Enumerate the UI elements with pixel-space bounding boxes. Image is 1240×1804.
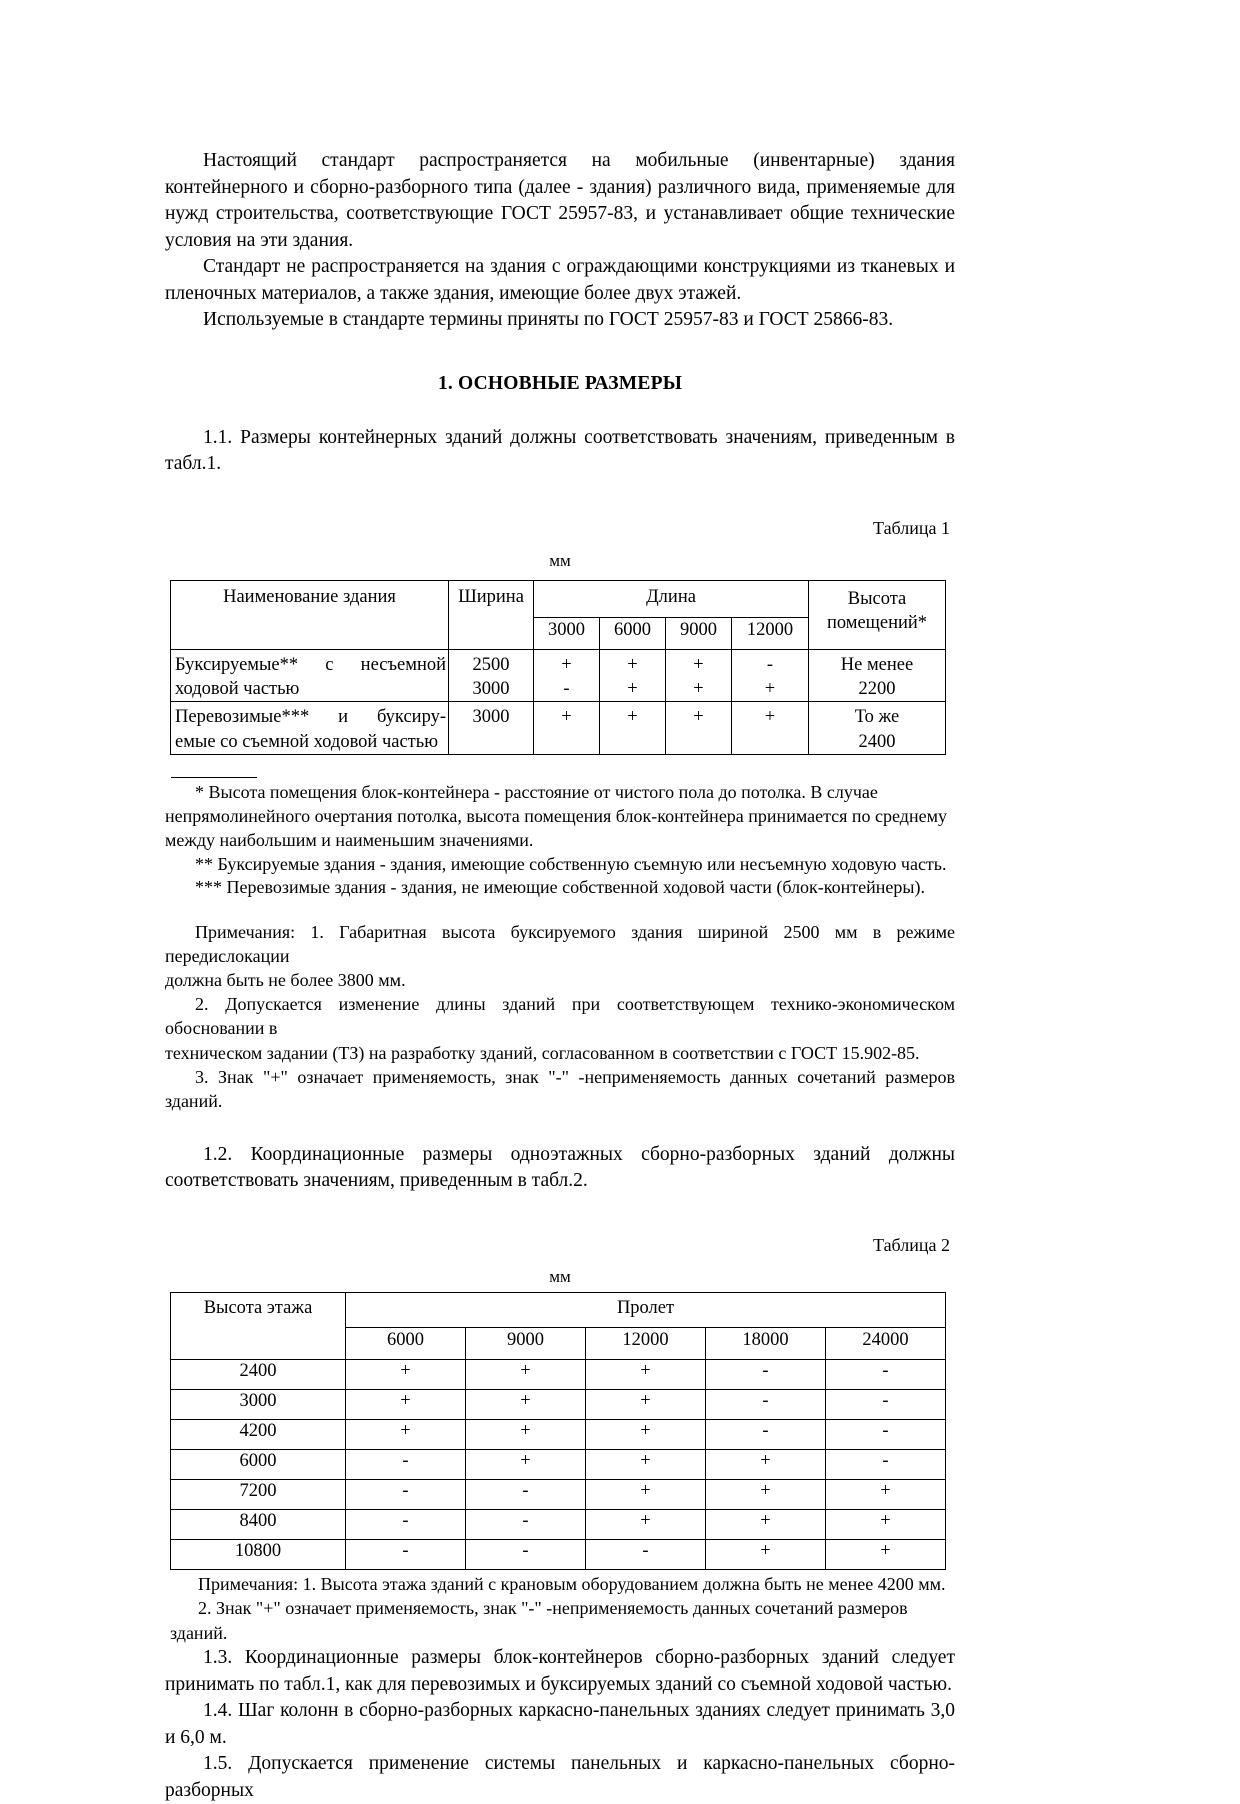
footnote-rule bbox=[171, 777, 257, 778]
intro-paragraph-3: Используемые в стандарте термины приняты по ГОСТ 25957-83 и ГОСТ 25866-83. bbox=[203, 309, 894, 331]
mark-empty bbox=[666, 730, 731, 754]
table1-row1-width-2: 3000 bbox=[472, 679, 510, 700]
mark: + bbox=[561, 707, 572, 728]
table1-row1-width-1: 2500 bbox=[472, 654, 510, 675]
table1-length-sub-6000: 6000 bbox=[600, 617, 666, 649]
table1-row1-name-line1: Буксируемые** с несъемной bbox=[175, 654, 446, 675]
table2-row3-mark-3: + bbox=[706, 1449, 826, 1479]
table1-row2-width-1: 3000 bbox=[472, 707, 510, 728]
table-row bbox=[171, 702, 946, 755]
mark: + bbox=[764, 707, 776, 728]
table1-row1-mark-12000 bbox=[732, 649, 809, 702]
section-title: 1. ОСНОВНЫЕ РАЗМЕРЫ bbox=[437, 372, 683, 394]
table1-row2-mark-12000 bbox=[732, 702, 809, 755]
height-line-1: Не менее bbox=[840, 654, 914, 675]
table1-row2-width-2 bbox=[449, 730, 533, 754]
table2-row5-mark-2: + bbox=[586, 1509, 706, 1539]
table1-caption: Таблица 1 bbox=[873, 517, 950, 538]
table2-row0-mark-2: + bbox=[586, 1359, 706, 1389]
table1-header-width: Ширина bbox=[449, 580, 534, 649]
table1-row2-name-line1: Перевозимые*** и буксиру- bbox=[175, 707, 446, 728]
table1-footnote-2: ** Буксируемые здания - здания, имеющие собственную съемную или несъемную ходовую часть. bbox=[195, 853, 947, 874]
table2-row6-mark-3: + bbox=[706, 1539, 826, 1569]
table2-row3-mark-0: - bbox=[346, 1449, 466, 1479]
table2-span-sub-6000: 6000 bbox=[346, 1327, 466, 1359]
table1-row1-height bbox=[809, 649, 946, 702]
table2-row1-mark-0: + bbox=[346, 1389, 466, 1419]
table-row bbox=[171, 1419, 946, 1449]
clause-1-3: 1.3. Координационные размеры блок-контейнеров сборно-разборных зданий следует принимать по табл.1, как для перевозимых и буксируемых зданий со съемной ходовой частью. bbox=[165, 1647, 955, 1695]
table1-unit-label: мм bbox=[549, 550, 571, 570]
table1-footnote-1-line3: между наибольшим и наименьшим значениями. bbox=[165, 829, 534, 850]
table2-span-sub-12000: 12000 bbox=[586, 1327, 706, 1359]
table1-row2-height bbox=[809, 702, 946, 755]
table2-row3-mark-4: - bbox=[826, 1449, 946, 1479]
table1-length-sub-12000: 12000 bbox=[732, 617, 809, 649]
table2-row4-mark-3: + bbox=[706, 1479, 826, 1509]
table1-note-1-line1: Примечания: 1. Габаритная высота буксируемого здания шириной 2500 мм в режиме передислокации bbox=[165, 922, 955, 967]
table1-note-3: 3. Знак "+" означает применяемость, знак "-" -неприменяемость данных сочетаний размеров зданий. bbox=[165, 1066, 955, 1111]
table1-header-row-1 bbox=[171, 580, 946, 617]
clause-1-5: 1.5. Допускается применение системы панельных и каркасно-панельных сборно-разборных bbox=[165, 1753, 955, 1801]
table2-row0-mark-3: - bbox=[706, 1359, 826, 1389]
table2-row0-mark-0: + bbox=[346, 1359, 466, 1389]
table2-header-row-1 bbox=[171, 1292, 946, 1327]
table-2 bbox=[170, 1292, 946, 1570]
table2-row0-mark-4: - bbox=[826, 1359, 946, 1389]
table2-row2-mark-0: + bbox=[346, 1419, 466, 1449]
table2-row5-floor-height: 8400 bbox=[171, 1509, 346, 1539]
height-line-2: 2200 bbox=[858, 679, 896, 700]
height-line-1: То же bbox=[854, 707, 900, 728]
table2-span-sub-24000: 24000 bbox=[826, 1327, 946, 1359]
table2-row0-mark-1: + bbox=[466, 1359, 586, 1389]
table2-caption: Таблица 2 bbox=[873, 1234, 950, 1255]
table2-row1-mark-3: - bbox=[706, 1389, 826, 1419]
table-row bbox=[171, 1509, 946, 1539]
table-row bbox=[171, 649, 946, 702]
table2-header-span: Пролет bbox=[346, 1292, 946, 1327]
table2-unit-label: мм bbox=[549, 1266, 571, 1286]
table2-row2-mark-2: + bbox=[586, 1419, 706, 1449]
mark: + bbox=[561, 654, 572, 675]
table-row bbox=[171, 1449, 946, 1479]
mark-empty bbox=[600, 730, 665, 754]
table2-row3-mark-2: + bbox=[586, 1449, 706, 1479]
table1-row2-mark-9000 bbox=[666, 702, 732, 755]
table1-footnote-1-line2: непрямолинейного очертания потолка, высота помещения блок-контейнера принимается по среднему bbox=[165, 806, 947, 827]
table2-row3-mark-1: + bbox=[466, 1449, 586, 1479]
table2-row5-mark-4: + bbox=[826, 1509, 946, 1539]
height-line-2: 2400 bbox=[858, 731, 896, 752]
mark: + bbox=[764, 679, 776, 700]
table2-row2-floor-height: 4200 bbox=[171, 1419, 346, 1449]
table1-header-name: Наименование здания bbox=[171, 580, 449, 649]
table1-note-2-line2: техническом задании (ТЗ) на разработку зданий, согласованном в соответствии с ГОСТ 15.902-85. bbox=[165, 1042, 920, 1063]
table2-row6-mark-2: - bbox=[586, 1539, 706, 1569]
table2-row1-floor-height: 3000 bbox=[171, 1389, 346, 1419]
mark: - bbox=[563, 679, 570, 700]
table2-span-sub-9000: 9000 bbox=[466, 1327, 586, 1359]
mark: + bbox=[627, 654, 638, 675]
table2-row4-floor-height: 7200 bbox=[171, 1479, 346, 1509]
table1-row2-mark-3000 bbox=[534, 702, 600, 755]
table2-span-sub-18000: 18000 bbox=[706, 1327, 826, 1359]
table-row bbox=[171, 1479, 946, 1509]
page-content bbox=[165, 148, 955, 1804]
table2-row1-mark-4: - bbox=[826, 1389, 946, 1419]
mark-empty bbox=[534, 730, 599, 754]
table1-length-sub-3000: 3000 bbox=[534, 617, 600, 649]
table2-row4-mark-4: + bbox=[826, 1479, 946, 1509]
table-1 bbox=[170, 580, 946, 756]
table1-row2-name bbox=[171, 702, 449, 755]
intro-paragraph-2: Стандарт не распространяется на здания с ограждающими конструкциями из тканевых и пленочных материалов, а также здания, имеющие более двух этажей. bbox=[165, 256, 955, 304]
clause-1-1: 1.1. Размеры контейнерных зданий должны соответствовать значениям, приведенным в табл.1. bbox=[165, 426, 955, 475]
table-row bbox=[171, 1539, 946, 1569]
table1-length-sub-9000: 9000 bbox=[666, 617, 732, 649]
table1-row2-widths bbox=[449, 702, 534, 755]
table2-row2-mark-1: + bbox=[466, 1419, 586, 1449]
table1-footnote-3: *** Перевозимые здания - здания, не имеющие собственной ходовой части (блок-контейнеры). bbox=[195, 877, 925, 898]
table1-note-2-line1: 2. Допускается изменение длины зданий при соответствующем технико-экономическом обосновании в bbox=[165, 994, 955, 1039]
table1-header-height: Высота помещений* bbox=[809, 580, 946, 649]
table2-notes bbox=[165, 1572, 955, 1645]
mark-empty bbox=[732, 730, 808, 754]
table2-row4-mark-1: - bbox=[466, 1479, 586, 1509]
table2-row6-mark-1: - bbox=[466, 1539, 586, 1569]
intro-paragraph-1: Настоящий стандарт распространяется на мобильные (инвентарные) здания контейнерного и сборно-разборного типа (далее - здания) различного вида, применяемые для нужд строительства, соответствующие ГОСТ 25957-83, и устанавливает общие технические условия на эти здания. bbox=[165, 150, 955, 251]
table1-header-length: Длина bbox=[534, 580, 809, 617]
table2-row1-mark-1: + bbox=[466, 1389, 586, 1419]
table2-row2-mark-4: - bbox=[826, 1419, 946, 1449]
table1-note-1-line2: должна быть не более 3800 мм. bbox=[165, 970, 406, 991]
mark: - bbox=[766, 654, 774, 675]
mark: + bbox=[627, 679, 638, 700]
table2-row0-floor-height: 2400 bbox=[171, 1359, 346, 1389]
table1-row1-mark-6000 bbox=[600, 649, 666, 702]
table1-row1-mark-3000 bbox=[534, 649, 600, 702]
table2-note-1: Примечания: 1. Высота этажа зданий с крановым оборудованием должна быть не менее 4200 мм. bbox=[198, 1573, 946, 1594]
clause-1-2: 1.2. Координационные размеры одноэтажных сборно-разборных зданий должны соответствовать значениям, приведенным в табл.2. bbox=[165, 1143, 955, 1192]
mark: + bbox=[693, 707, 704, 728]
table1-row1-name bbox=[171, 649, 449, 702]
table1-row1-name-line2: ходовой частью bbox=[175, 679, 300, 700]
table2-row5-mark-0: - bbox=[346, 1509, 466, 1539]
table1-row2-mark-6000 bbox=[600, 702, 666, 755]
table1-row2-name-line2: емые со съемной ходовой частью bbox=[175, 731, 439, 752]
table1-notes bbox=[165, 920, 955, 1113]
mark: + bbox=[693, 654, 704, 675]
table2-row6-floor-height: 10800 bbox=[171, 1539, 346, 1569]
table2-row1-mark-2: + bbox=[586, 1389, 706, 1419]
table2-note-2: 2. Знак "+" означает применяемость, знак "-" -неприменяемость данных сочетаний размеров зданий. bbox=[170, 1598, 908, 1643]
table1-row1-widths bbox=[449, 649, 534, 702]
mark: + bbox=[627, 707, 638, 728]
table-row bbox=[171, 1359, 946, 1389]
table2-header-floor-height: Высота этажа bbox=[171, 1292, 346, 1359]
table1-footnote-1-line1: * Высота помещения блок-контейнера - расстояние от чистого пола до потолка. В случае bbox=[195, 782, 878, 803]
table-row bbox=[171, 1389, 946, 1419]
table2-row5-mark-1: - bbox=[466, 1509, 586, 1539]
table2-row4-mark-2: + bbox=[586, 1479, 706, 1509]
table2-row3-floor-height: 6000 bbox=[171, 1449, 346, 1479]
table2-row2-mark-3: - bbox=[706, 1419, 826, 1449]
table2-row6-mark-4: + bbox=[826, 1539, 946, 1569]
table2-row5-mark-3: + bbox=[706, 1509, 826, 1539]
table1-row1-mark-9000 bbox=[666, 649, 732, 702]
table2-row4-mark-0: - bbox=[346, 1479, 466, 1509]
table2-row6-mark-0: - bbox=[346, 1539, 466, 1569]
mark: + bbox=[693, 679, 704, 700]
clause-1-4: 1.4. Шаг колонн в сборно-разборных каркасно-панельных зданиях следует принимать 3,0 и 6,0 м. bbox=[165, 1700, 955, 1748]
